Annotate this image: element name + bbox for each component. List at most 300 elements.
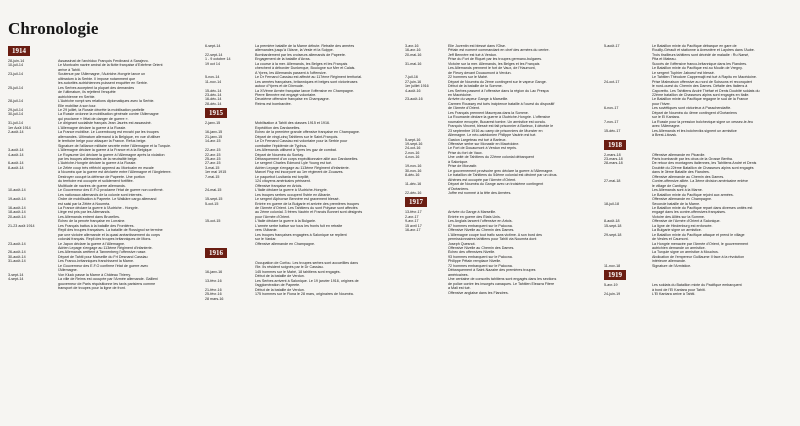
entry-text: Les Serbes passent à l'offensive dans la région du Lac Prespa — [448, 88, 549, 93]
entry-text: Entrée en guerre des États Unis. — [448, 214, 501, 219]
entry-text: Une unité de Tahitiens du 22ème colonial débarquent — [448, 155, 534, 160]
entry-text: 93 hommes embarquent sur le Paloona. — [448, 254, 513, 259]
entry-date: 4-nov-16 — [405, 155, 420, 160]
entry-text: par une victoire allemande et la quasi anéantissement du corps — [58, 232, 160, 237]
entry-text: Von Kluck passe la Marne à Château Thierry. — [58, 272, 131, 277]
entry-text: l'île. Ils résident soignés par le Dr Cassiau. — [255, 265, 324, 270]
entry-date — [604, 133, 652, 137]
entry-text: Le Montcalm navire amiral de la flotte française d'Extrême Orient — [58, 63, 163, 68]
entry-text: Trois tirailleurs tahitiens sont décédé de maladie : Ru Narsé, — [652, 52, 750, 57]
entry-text: Départ de Nouméa du 2ème contingent sur le vapeur Gange. — [448, 79, 547, 84]
entry-text: Joseph Quesnot. — [448, 241, 476, 246]
entry-text: La Bulgarie signe un armistice. — [652, 228, 702, 233]
entry-text: Le 29 juillet, la Russie décrète la mobilisation partielle — [58, 107, 145, 112]
entry-text: Les Allemands arrêtent à Tannenberg l'offensive russe. — [58, 250, 147, 255]
entry-text: les autorités autrichiennes puissent enquêter en Serbie. — [58, 81, 148, 86]
entry-text: à Brest-Litovsk. — [652, 133, 678, 138]
entry-date: 15-sept-18 — [604, 223, 622, 228]
entry-text: La France déclare la guerre à l'Autriche - Hongrie. — [58, 205, 139, 210]
entry-date: 28 mars-16 — [205, 296, 224, 301]
entry-date: 16-janv-16 — [205, 269, 223, 274]
entry-date: 21-janv-15 — [205, 134, 223, 139]
entry-text: A Ypres, les Allemands passent à l'offensive. — [255, 70, 327, 75]
entry-text: de l'Armée d'Orient. — [448, 106, 480, 111]
entry-text: 22ème bataillon de Chasseurs alpins sont engagés en Italie. — [652, 92, 750, 97]
entry-date: 24-oct-16 — [405, 146, 421, 151]
entry-text: Le dirigeant socialiste français Jean Jaurès est assassiné. — [58, 121, 152, 126]
entry-text: Gaston Largeteau est tué à Barleux. — [448, 137, 507, 142]
entry-date: 19-août-14 — [8, 197, 26, 202]
entry-text: cherchent à déborder Dunkerque, Boulogne sur Mer et Calais. — [255, 66, 356, 71]
entry-date: 11-nov-18 — [604, 263, 621, 268]
year-badge: 1919 — [604, 270, 626, 280]
entry-text: 22 hommes sur le Mahé. — [448, 75, 489, 80]
entry-text: Destroyer occupé la défense de Papeete. Une portion — [58, 174, 145, 179]
entry-date: 22-déc-16 — [405, 190, 422, 195]
entry-date: 10-juil-14 — [8, 63, 23, 68]
entry-text: autour d'Ypres et de Dixmude. — [255, 84, 304, 89]
entry-text: gouverneur de Paris réquisitionne les taxis parisiens comme — [58, 281, 156, 286]
entry-text: Le Bataillon mixte du Pacifique est au Moulin de Vregny. — [652, 66, 743, 71]
entry-text: Le gouvernement provisoire grec déclare la guerre à l'Allemagne. — [448, 168, 554, 173]
year-badge: 1915 — [205, 108, 227, 118]
entry-date: 8-août-14 — [8, 165, 24, 170]
entry-date: 21-févr-16 — [205, 287, 222, 292]
entry-text: arrive à Tahiti. — [58, 67, 81, 72]
entry-text: a Mali est tué. — [448, 286, 471, 291]
entry-text: Offensive française en Artois. — [255, 183, 303, 188]
entry-date: 20-août-14 — [8, 214, 26, 219]
entry-date: 19-nov-16 — [405, 164, 422, 169]
entry-date: 24-oct-17 — [604, 79, 620, 84]
entry-date: 15-oct-15 — [205, 219, 221, 224]
entry-text: Offensive Nivelle au Chemin des Dames. — [448, 228, 515, 233]
entry-text: Le paquebot Lusitania est torpillé, — [255, 174, 310, 179]
entry-text: La Russie pour la pression bolchevique signe un cessez-le-feu — [652, 119, 753, 124]
year-badge: 1916 — [205, 248, 227, 258]
entry-date: 2-avr-17 — [405, 214, 419, 219]
entry-date: 5-oct-15 — [205, 201, 219, 206]
entry-date: 1er Août 1914 — [8, 125, 31, 130]
entry-date: 29-sept-18 — [604, 232, 622, 237]
entry-text: Le Royaume Uni déclare la guerre à l'Allemagne après la violation — [58, 152, 165, 157]
entry-date: 5-nov-14 — [205, 75, 220, 80]
entry-text: le territoire belge pour attaquer la France. Refus belge. — [58, 139, 147, 144]
entry-text: Départ de vingt-cinq Tahitiens sur le Saint-François. — [255, 134, 339, 139]
entry-text: est saisi par la Zélée à Nouméa. — [58, 201, 111, 206]
timeline-column-2 — [205, 44, 402, 301]
entry-date: 16-déc-14 — [205, 97, 222, 102]
entry-text: Le Gouverneur des E.F.O proclame l'état de guerre non confirmé. — [58, 188, 164, 193]
entry-text: Marcel Fisp est incorporé au 1er régiment de Zouaves. — [255, 170, 344, 175]
entry-date: 16-avr-17 — [405, 228, 421, 233]
entry-text: 87 hommes embarquent sur le Paloona. — [448, 223, 513, 228]
entry-text: Départ de Tahiti pour Marseille du Frt Desnand Cassiau — [58, 254, 148, 259]
entry-text: Offensive allemande en Picardie. — [652, 152, 706, 157]
timeline-entry — [604, 292, 800, 296]
entry-text — [255, 297, 402, 301]
entry-text: Pita et Mateau. — [652, 57, 677, 62]
timeline-entry — [205, 297, 402, 301]
entry-date: 30-nov-16 — [405, 168, 422, 173]
entry-text: Départ de Nouméa du 4ème contingent d'Océaniens — [652, 110, 737, 115]
entry-date: 27-mai-18 — [604, 179, 621, 184]
entry-date: 28-juin-14 — [8, 59, 25, 63]
entry-text: Soutenue par l'Allemagne, l'Autriche-Hongrie lance un — [58, 72, 146, 77]
entry-date: 5-août-17 — [604, 44, 620, 48]
entry-text: au 2ème colonial. 3 frères Vautrin et Francis Bonnet sont désignés — [255, 210, 363, 215]
entry-text: le village de Cantigny. — [652, 183, 688, 188]
entry-text: de police contre les insurgés canaques. Le Tahitien Eleazra Fitere — [448, 281, 555, 286]
entry-text: vers l'Albanie. — [255, 228, 278, 233]
timeline-entry — [405, 291, 603, 295]
entry-date: 28-déc-14 — [205, 101, 222, 106]
entry-text: Les armées françaises, britanniques et belges sont victorieuses — [255, 79, 358, 84]
entry-text: Arrivée du Gange à Marseille. — [448, 210, 497, 215]
entry-date: 13-févr-16 — [205, 278, 222, 283]
entry-date: 22-avr-15 — [205, 148, 221, 153]
entry-text: Offensive allemande en Champagne. — [255, 241, 316, 246]
entry-date: 4-sept-14 — [8, 277, 24, 282]
entry-text: Signature de l'alliance militaire secrète entre l'Allemagne et la Turquie. — [58, 143, 172, 148]
entry-text: Jeff Bennère est tué à Verdun. — [448, 52, 498, 57]
entry-date: 11-déc-16 — [405, 182, 422, 187]
entry-text: Les troupes françaises engagées à Salonique se replient — [255, 232, 347, 237]
timeline-column-1 — [8, 44, 198, 291]
entry-text: engagé dans les contre-offensives françaises. — [652, 210, 727, 215]
entry-date: 31-mai-16 — [405, 61, 422, 66]
entry-text: Joffre est nommé à la tête des Armées. — [448, 190, 512, 195]
entry-text: Athènes est occupée par l'Armée d'Orient. — [448, 177, 517, 182]
entry-text: L'Allemagne coupe tout trafic sans victime. A son bord des — [448, 232, 542, 237]
entry-date: 26-août-14 — [8, 250, 26, 255]
entry-text: Offensive serbe sur Monastir en Macédoine. — [448, 141, 520, 146]
entry-text: Le Tahitien Théodore Cappemajit est tué à Rapitu en Macédoine. — [652, 75, 757, 80]
entry-text: 23 septembre 1916 au camp de prisonniers de Munster en — [448, 128, 543, 133]
entry-text: La Roumanie déclare la guerre à l'Autriche-Hongrie. L'offensive — [448, 115, 551, 120]
entry-date: 6-sept-14 — [205, 44, 221, 48]
entry-text: de Vesles et Caumont. — [652, 237, 689, 242]
entry-text: Expédition des Dardanelles. — [255, 125, 301, 130]
entry-text: Les Français battus à la bataille des Frontières. — [58, 223, 135, 228]
entry-date: 19-sept-16 — [405, 141, 423, 146]
entry-date: 24-juin-19 — [604, 292, 621, 297]
entry-text: Le Gouverneur des E.F.O confirme l'état de guerre avec — [58, 263, 149, 268]
page-title: Chronologie — [8, 19, 99, 38]
entry-date: 23-août-14 — [8, 241, 26, 246]
entry-text: 72 hommes embarquent sur le Paloona. — [448, 263, 513, 268]
entry-text: Les soldats du Bataillon mixte du Pacifique embarquent — [652, 283, 742, 288]
entry-text: La course à la mer. Allemands, les Belges et les Français — [255, 61, 348, 66]
entry-date: 15-déc-17 — [604, 128, 621, 133]
entry-text: avec l'Allemagne. — [652, 124, 681, 129]
entry-text: Le Dr Fernand Cassiau est affecté au 117ème Régiment territorial. — [255, 75, 363, 80]
entry-text: roumaine envoyée, Bucarest tombe. Un armistice est conclu. — [448, 119, 547, 124]
entry-text: Débarquement à Saint-Nazaire des premières troupes — [448, 268, 536, 273]
entry-date: 28-mars-18 — [604, 161, 623, 166]
entry-text: Échec des offensives Nivelle. — [448, 250, 496, 255]
entry-text: Début de la bataille de la Somme. — [448, 84, 503, 89]
entry-text: Prise du Fort de Riquet par les troupes germano-bulgares. — [448, 57, 543, 62]
entry-text: Le sergent Alphonse Bennère est gravement blessé. — [255, 197, 340, 202]
entry-text: Début de la bataille de Verdun. — [255, 274, 305, 279]
entry-text: autrichienne en Serbie. — [58, 94, 96, 99]
entry-date: 31-août-14 — [8, 259, 26, 264]
timeline-entry — [205, 102, 402, 106]
entry-date: 4-août-16 — [405, 88, 421, 93]
entry-text: Arrivée du vapeur Gange à Marseille. — [448, 97, 509, 102]
entry-date: 10-août-14 — [8, 188, 26, 193]
entry-text: La France mobilise. Le Luxembourg est envahi par les troupes — [58, 130, 159, 135]
entry-text: Echec de la première grande offensive française en Champagne. — [255, 130, 360, 135]
entry-date: 13-févr-17 — [405, 210, 422, 215]
entry-date: 3-avr-16 — [405, 44, 419, 48]
entry-text: pour l'hiver. — [652, 101, 671, 106]
entry-text: autrichien demande un armistice. — [652, 246, 706, 251]
entry-text: Le Bataillon mixte du Pacifique débarque en gare de — [652, 44, 737, 48]
timeline-column-3 — [405, 44, 603, 295]
entry-text: combattre l'épidémie de Typhus. — [255, 143, 308, 148]
entry-date: 23-mars-18 — [604, 156, 623, 161]
entry-date — [205, 242, 255, 246]
entry-text: Le sergent Charles Edmond Lyle Young est tué. — [255, 161, 332, 166]
entry-text: Adrien Lepage s'engage au 113ème Régiment d'infanterie. — [255, 165, 350, 170]
entry-date: 4-août-14 — [8, 152, 24, 157]
entry-date: 23-déc-14 — [205, 92, 222, 97]
entry-text: La Russie ordonne la mobilisation générale contre l'Allemagne — [58, 112, 159, 117]
entry-text: Le Dr Fernand Cassiau est volontaire pour la Serbie pour — [255, 139, 348, 144]
entry-text: Entrée en guerre de la Bulgarie et arrivée des premières troupes — [255, 201, 360, 206]
entry-text: L'armée serbe battue sur tous les fronts fuit en retraite — [255, 223, 343, 228]
entry-text: Les Allemands utilisent à Ypres les gaz de combat. — [255, 148, 337, 153]
entry-text: Assassinat de l'archiduc François Ferdinand à Sarajevo. — [58, 59, 149, 63]
entry-text: Doubité du 22ème Bataillon de Chasseurs alpins sont engagés — [652, 165, 754, 170]
entry-date: 16-août-14 — [8, 205, 26, 210]
entry-text: Le Japon déclare la guerre à l'Allemagne. — [58, 241, 126, 246]
entry-text: Échec de la percée française en Lorraine. — [58, 219, 126, 224]
entry-date: 2-janv-15 — [205, 121, 221, 126]
entry-text: l'agglomération de Papeete. — [255, 283, 301, 288]
entry-text: Début de la bataille de Verdun. — [255, 287, 305, 292]
entry-date: 20-mai-16 — [405, 52, 422, 57]
entry-text: Les Serbes acceptent la plupart des demandes — [58, 85, 135, 90]
entry-text: Ordre de mobilisation à Papeete. Le Walkäre cargo allemand — [58, 197, 157, 202]
entry-text: Signature de l'Armistice. — [652, 263, 692, 268]
entry-text: La Hongrie menacée par l'Armée d'Orient, le gouvernement — [652, 241, 749, 246]
entry-text: Deuxième offensive française en Champagne. — [255, 97, 330, 102]
entry-text: pour l'Armée d'Orient. — [255, 214, 291, 219]
entry-text: Les soviétiques sont victorieux à Passchendaële. — [652, 106, 732, 111]
entry-text: Succès de l'offensive franco-britannique dans les Flandres. — [652, 61, 748, 66]
entry-text: La ligne de Hindenburg est enfoncée. — [652, 223, 713, 228]
entry-text: transport de troupes pour la ligne de front. — [58, 286, 126, 291]
entry-text: De retour des montagnes italiennes, les Tahitiens André et Denis — [652, 161, 757, 166]
entry-text: de l'ultimatum, ils rejettent l'enquête — [58, 90, 116, 95]
entry-date: 24-mai-15 — [205, 188, 222, 193]
entry-text: ultimatum à la Serbie. Il impose notamment que — [58, 76, 136, 81]
entry-text: L'Allemagne déclare la guerre à la Russie. — [58, 125, 127, 130]
entry-date: 15 avril 17 — [405, 223, 422, 228]
entry-text: Les Allemands entrent dans Bruxelles. — [58, 214, 120, 219]
timeline-entry — [604, 264, 800, 268]
entry-text: Le Bataillon mixte du Pacifique regagne le sud de la France — [652, 97, 749, 102]
entry-date: 6-nov-17 — [604, 106, 619, 111]
entry-text: du territoire est occupée et solidement fortifiée. — [58, 179, 134, 184]
entry-date: 23-juil-14 — [8, 72, 23, 77]
entry-text: allemandes jusqu'à l'Aisne, la Vesle et la Suippe. — [255, 48, 334, 53]
entry-text: de Fleury devant Douaumont à Verdun. — [448, 70, 512, 75]
entry-text: Les Allemands sont à la Marne. — [652, 188, 703, 193]
entry-date: 25-avr-15 — [205, 156, 221, 161]
entry-date: 3-août-14 — [8, 148, 24, 153]
entry-date: 18-juil-18 — [604, 201, 619, 206]
entry-date: 14-avr-15 — [205, 139, 221, 144]
entry-text: en Macédoine. — [448, 92, 472, 97]
entry-date: 9-avr-17 — [405, 219, 419, 224]
entry-text: Le sergent Tuphier Jaboeuf est blessé. — [652, 70, 715, 75]
entry-date: 7-nov-17 — [604, 119, 619, 124]
entry-text: La Turquie signe un armistice à Moudros. — [652, 250, 719, 255]
entry-text: Le Fort de Douaumont à Verdun est repris. — [448, 146, 518, 151]
entry-date — [405, 291, 448, 295]
entry-date: 2-nov-16 — [405, 150, 420, 155]
entry-text: Débarquement d'un corps expéditionnaire allié aux Dardanelles. — [255, 156, 359, 161]
entry-date: 5-avr-19 — [604, 283, 618, 288]
entry-text: Occupation de Corfou. Les troupes serbes sont accueillies dans — [255, 261, 359, 266]
entry-date: 16-avr-16 — [405, 48, 421, 53]
entry-text: Les Serbes arrivent à Salonique. Le 19 janvier 1916, origines de — [255, 278, 359, 283]
year-badge: 1918 — [604, 140, 626, 150]
entry-text: Les troupes serbes occupent l'Istrie en Albanie. — [255, 192, 332, 197]
entry-text: Le Bataillon mixte du Pacifique rejoint aux armées. — [652, 192, 734, 197]
entry-date: 16-janv-15 — [205, 130, 223, 135]
entry-text: François Vincent, blessé est fait prisonnier à Barleux, il décède le — [448, 124, 554, 129]
entry-date: 30-août-14 — [8, 254, 26, 259]
entry-date: 22-sept-14 — [205, 52, 223, 57]
entry-text: Les Anglais lancent l'offensive en Artois. — [448, 219, 513, 224]
entry-text: permissionnaires tahitiens pour Tahiti via Nouméa dont — [448, 237, 537, 242]
entry-text: Départ de Nouméa du Gange avec un troisième contingent — [448, 182, 544, 187]
entry-text: Elle mobilise à son tour. — [58, 103, 97, 108]
entry-text: Le Bataillon mixte du Pacifique repart dans diverses unités est — [652, 205, 753, 210]
entry-text: L'Italie déclare la guerre à la Bulgarie. — [255, 219, 317, 224]
entry-text: à bord de l'El Kantara pour Tahiti. — [652, 287, 706, 292]
timeline-column-4 — [604, 44, 800, 297]
entry-text: 124 citoyens américains périssent. — [255, 179, 311, 184]
entry-text: 145 hommes sur le Mahé, 18 tahitiens sont engagés. — [255, 269, 341, 274]
entry-text: Prise de Monastir. — [448, 164, 478, 169]
entry-text: L'El Kantara arrive à Tahiti. — [652, 292, 696, 297]
entry-date: 7-juil-16 — [405, 75, 418, 80]
entry-date: 1er mai 1915 — [205, 170, 227, 175]
entry-text: L'Autriche-Hongrie déclare la guerre à la Russie. — [58, 161, 137, 166]
entry-text: sur le Vardar. — [255, 237, 277, 242]
entry-text: Les nationaux allemands de la colonie sont internés. — [58, 192, 143, 197]
entry-text: qui proclame « l'état de danger de guerre ». — [58, 116, 129, 121]
entry-date: 27-juin-16 — [405, 79, 422, 84]
entry-text: Abdication de l'empereur Guillaume II face à la révolution — [652, 254, 745, 259]
entry-date: 25-févr-16 — [205, 292, 222, 297]
entry-text: La première bataille de la Marne débute. Retraite des armées — [255, 44, 355, 48]
entry-date: 11-nov-14 — [205, 79, 222, 84]
entry-text: Offensive de l'Armée d'Orient à Salonique. — [652, 219, 721, 224]
entry-text: Adrien Lepage s'engage au 113ème Régiment d'infanterie. — [58, 246, 153, 251]
entry-text: Offensive Nivelle au Chemin des Dames. — [448, 246, 515, 251]
entry-text: de l'Armée d'Orient. Les Tahitiens du sont Polyase sont affectés — [255, 205, 358, 210]
entry-date: 3-sept-14 — [8, 272, 24, 277]
entry-text: Philippe Pétain remplace Nivelle. — [448, 259, 502, 264]
entry-date: 8-août-18 — [604, 219, 620, 224]
timeline-entry — [405, 191, 603, 195]
timeline-entry — [8, 286, 198, 290]
entry-text: le nord-ouest du Chemin des Dames. Défaite des Italiens à — [652, 84, 748, 89]
entry-text: La ville de Reims est occupée par l'Armée allemande. Gallieni — [58, 277, 158, 282]
entry-text: Victoire des Alliés sur la Somme. — [652, 214, 705, 219]
entry-text: Allemagne. Le néo-calédonien Philippe Vautrin est tué. — [448, 133, 537, 138]
entry-text: Le bataillon de Tahitiens du 54ème colonial est décimé par un obus. — [448, 173, 558, 178]
entry-date: 1 - 9 octobre 14 — [205, 57, 231, 62]
entry-text: L'Allemagne déclare la guerre à la France et à la Belgique — [58, 148, 152, 153]
entry-date: 22-avr-15 — [205, 152, 221, 157]
entry-text: 175 hommes sur le Fiona le 28 mars, originaires de Nouméa. — [255, 292, 354, 297]
entry-date: 31-juil-14 — [8, 121, 23, 126]
entry-date: 1er juillet 1916 — [405, 84, 429, 89]
entry-text: Le Zélée coup très réfléchi apprend au Montcalm en escale — [58, 165, 154, 170]
entry-text: Repli des troupes françaises. La bataille de Rossignol se termine — [58, 228, 163, 233]
entry-date: 8-déc-16 — [405, 173, 420, 178]
entry-text: Liège est pris par les Allemands. — [58, 210, 111, 215]
entry-date: 15-sept-15 — [205, 197, 223, 202]
entry-text: Multitude de navires de guerre allemands. — [58, 183, 126, 188]
entry-text: à Salonique. — [448, 159, 469, 164]
entry-text: allemandes. Ultimatum allemand à la Belgique, en vue d'utiliser — [58, 134, 161, 139]
entry-text: Engagement de la bataille d'Arras. — [255, 57, 311, 62]
entry-text: Une centaine de conscrits tahitiens sont engagés dans les sections — [448, 277, 557, 282]
entry-text: colonial français. Repli des troupes britanniques de Mons. — [58, 237, 152, 242]
entry-text: Le Bataillon mixte du Pacifique attaque et prend le village — [652, 232, 745, 237]
entry-text: Départ de Nouméa du Sontay. — [255, 152, 304, 157]
entry-text: dans le 3ème Bataille des Flandres. — [652, 170, 710, 175]
entry-date: 29-juil-14 — [8, 107, 23, 112]
entry-text: par les troupes allemandes de la neutralité belge. — [58, 156, 138, 161]
timeline-entry — [205, 242, 402, 246]
entry-text: Reims est bombardée. — [255, 101, 292, 106]
entry-text: sur le El Kantara. — [652, 115, 680, 120]
entry-text: américaines. — [448, 272, 469, 277]
entry-date — [8, 286, 58, 290]
entry-text: intérieure allemande. — [652, 259, 686, 264]
entry-text: L'Autriche rompt ses relations diplomatiques avec la Serbie. — [58, 99, 155, 104]
entry-date: 30-juil-14 — [8, 112, 23, 117]
entry-text: Caporetto. Les Tahitiens André Théfaé et Denis Doubité soldats du — [652, 88, 760, 93]
entry-text: Seconde bataille de la Marne. — [652, 201, 701, 206]
entry-text: Prise Malmaison offensive au nord de Soissons et reconquiert — [652, 79, 752, 84]
entry-date: 28-juil-14 — [8, 99, 23, 104]
entry-text: La XIVème Armée française lance l'offensive en Champagne. — [255, 88, 354, 93]
entry-date: 6-août-14 — [8, 161, 24, 166]
year-badge: 1914 — [8, 46, 30, 56]
entry-text: Pétain est nommé commandant en chef des armées du centre. — [448, 48, 550, 53]
entry-text: Mobilisation à Tahiti des classes 1915 et 1916. — [255, 121, 331, 126]
entry-text: Prise du fort de Vaux. — [448, 150, 483, 155]
entry-text: L'Italie déclare la guerre à l'Autriche-Hongrie. — [255, 188, 328, 193]
entry-date: 21-23 août 1914 — [8, 223, 35, 228]
entry-text: Pierre Bennère est engagé volontaire. — [255, 92, 317, 97]
entry-text: Offensive allemande au Chemin des Dames. — [652, 174, 725, 179]
entry-date: 2-mars-18 — [604, 152, 621, 157]
entry-text: Les Allemands et les bolcheviks signent un armistice — [652, 128, 737, 133]
entry-date: 3-mai-15 — [205, 165, 220, 170]
